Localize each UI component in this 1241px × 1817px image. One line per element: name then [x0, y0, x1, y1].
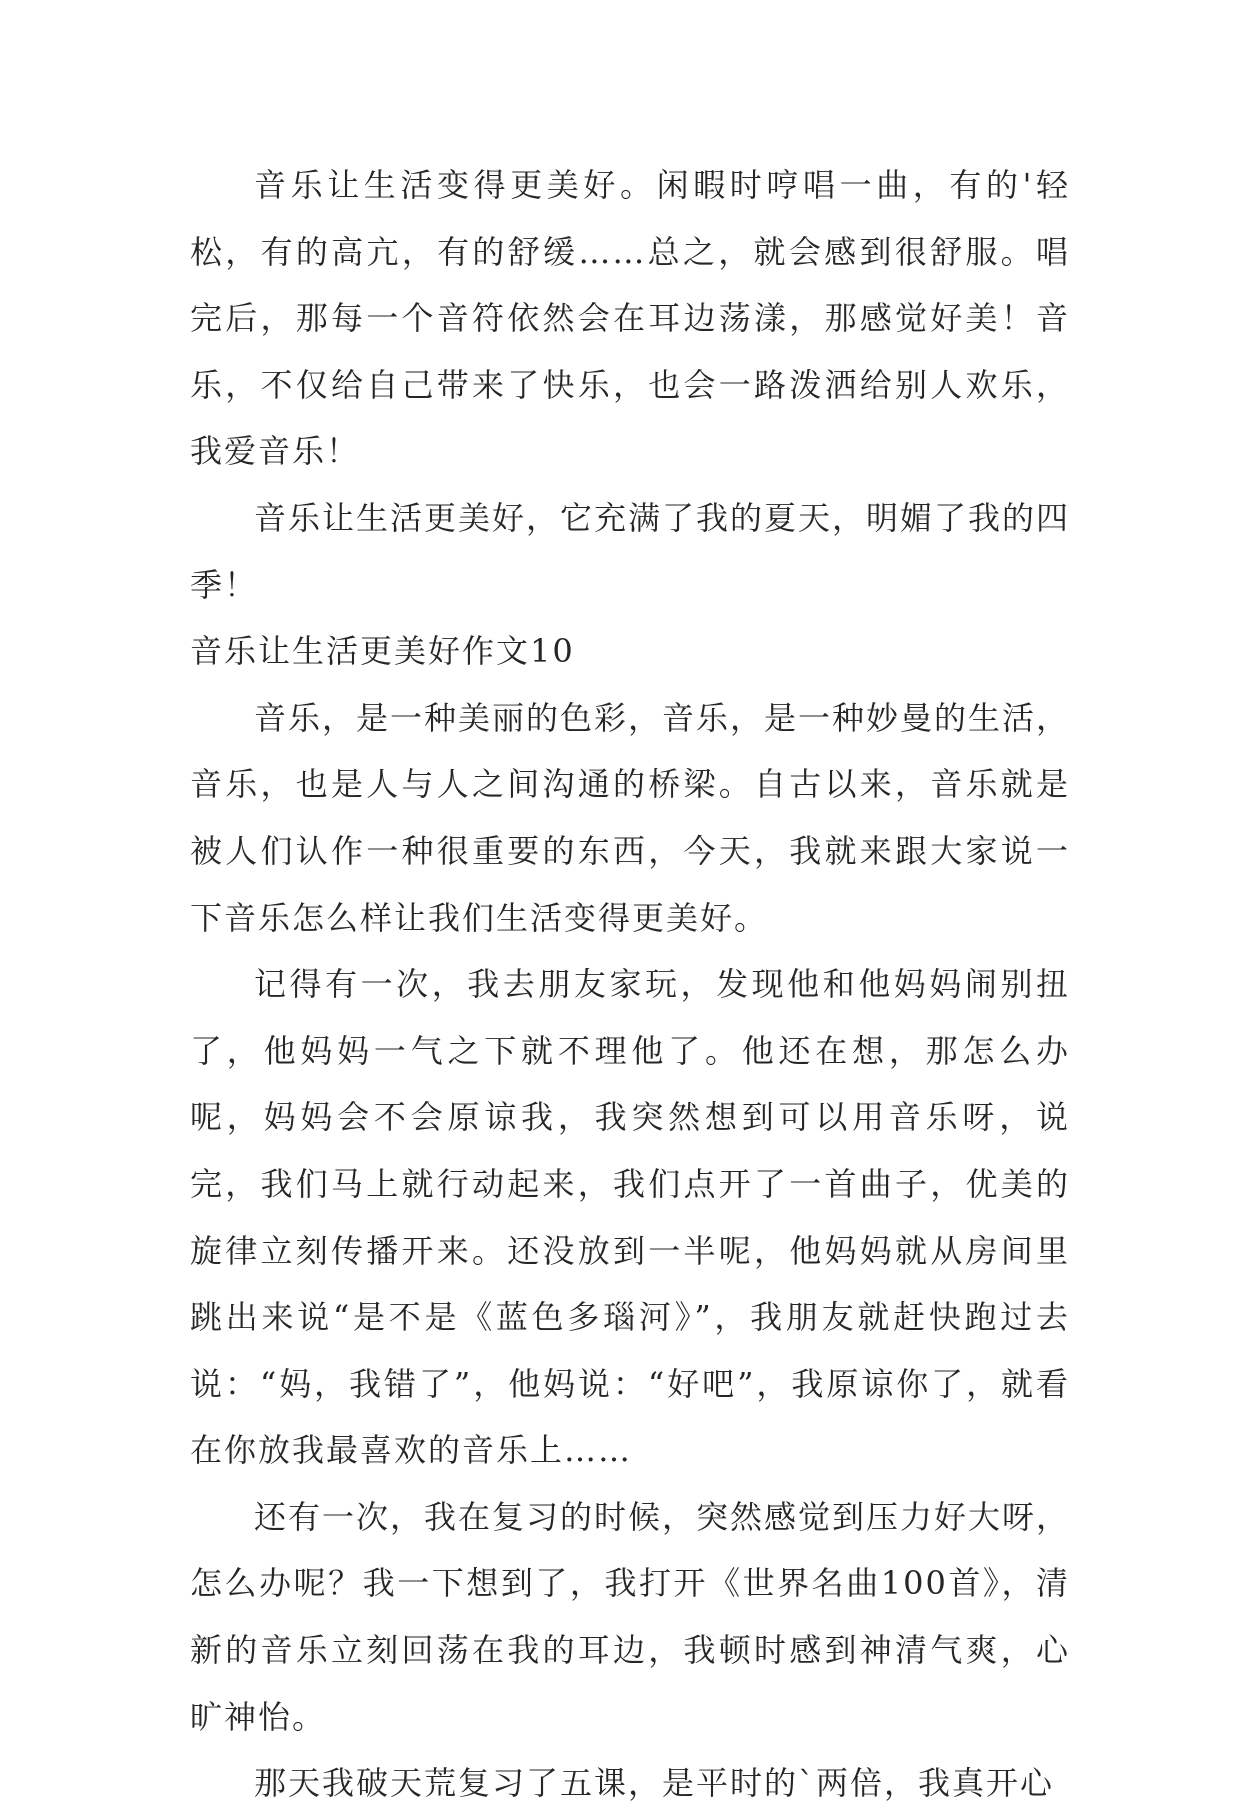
paragraph-review-lessons: 那天我破天荒复习了五课，是平时的`两倍，我真开心: [254, 1764, 1055, 1803]
paragraph-music-makes-life-better: 音乐让生活变得更美好。闲暇时哼唱一曲，有的'轻松，有的高亢，有的舒缓……总之，就会感到很舒服。唱完后，那每一个音符依然会在耳边荡漾，那感觉好美！音乐，不仅给自己带来了快乐，也会一路泼洒给别人欢乐，我爱音乐！: [190, 166, 1070, 471]
document-body: [190, 152, 1070, 1817]
paragraph-friend-story: 记得有一次，我去朋友家玩，发现他和他妈妈闹别扭了，他妈妈一气之下就不理他了。他还在想，那怎么办呢，妈妈会不会原谅我，我突然想到可以用音乐呀，说完，我们马上就行动起来，我们点开了一首曲子，优美的旋律立刻传播开来。还没放到一半呢，他妈妈就从房间里跳出来说“是不是《蓝色多瑙河》”，我朋友就赶快跑过去说：“妈，我错了”，他妈说：“好吧”，我原谅你了，就看在你放我最喜欢的音乐上……: [190, 965, 1070, 1470]
essay-title: 音乐让生活更美好作文10: [190, 632, 575, 671]
paragraph-study-story: 还有一次，我在复习的时候，突然感觉到压力好大呀，怎么办呢？我一下想到了，我打开《世界名曲100首》，清新的音乐立刻回荡在我的耳边，我顿时感到神清气爽，心旷神怡。: [190, 1497, 1071, 1736]
paragraph-music-definition: 音乐，是一种美丽的色彩，音乐，是一种妙曼的生活，音乐，也是人与人之间沟通的桥梁。自古以来，音乐就是被人们认作一种很重要的东西，今天，我就来跟大家说一下音乐怎么样让我们生活变得更美好。: [190, 698, 1071, 937]
paragraph-summer-and-seasons: 音乐让生活更美好，它充满了我的夏天，明媚了我的四季！: [190, 498, 1071, 604]
